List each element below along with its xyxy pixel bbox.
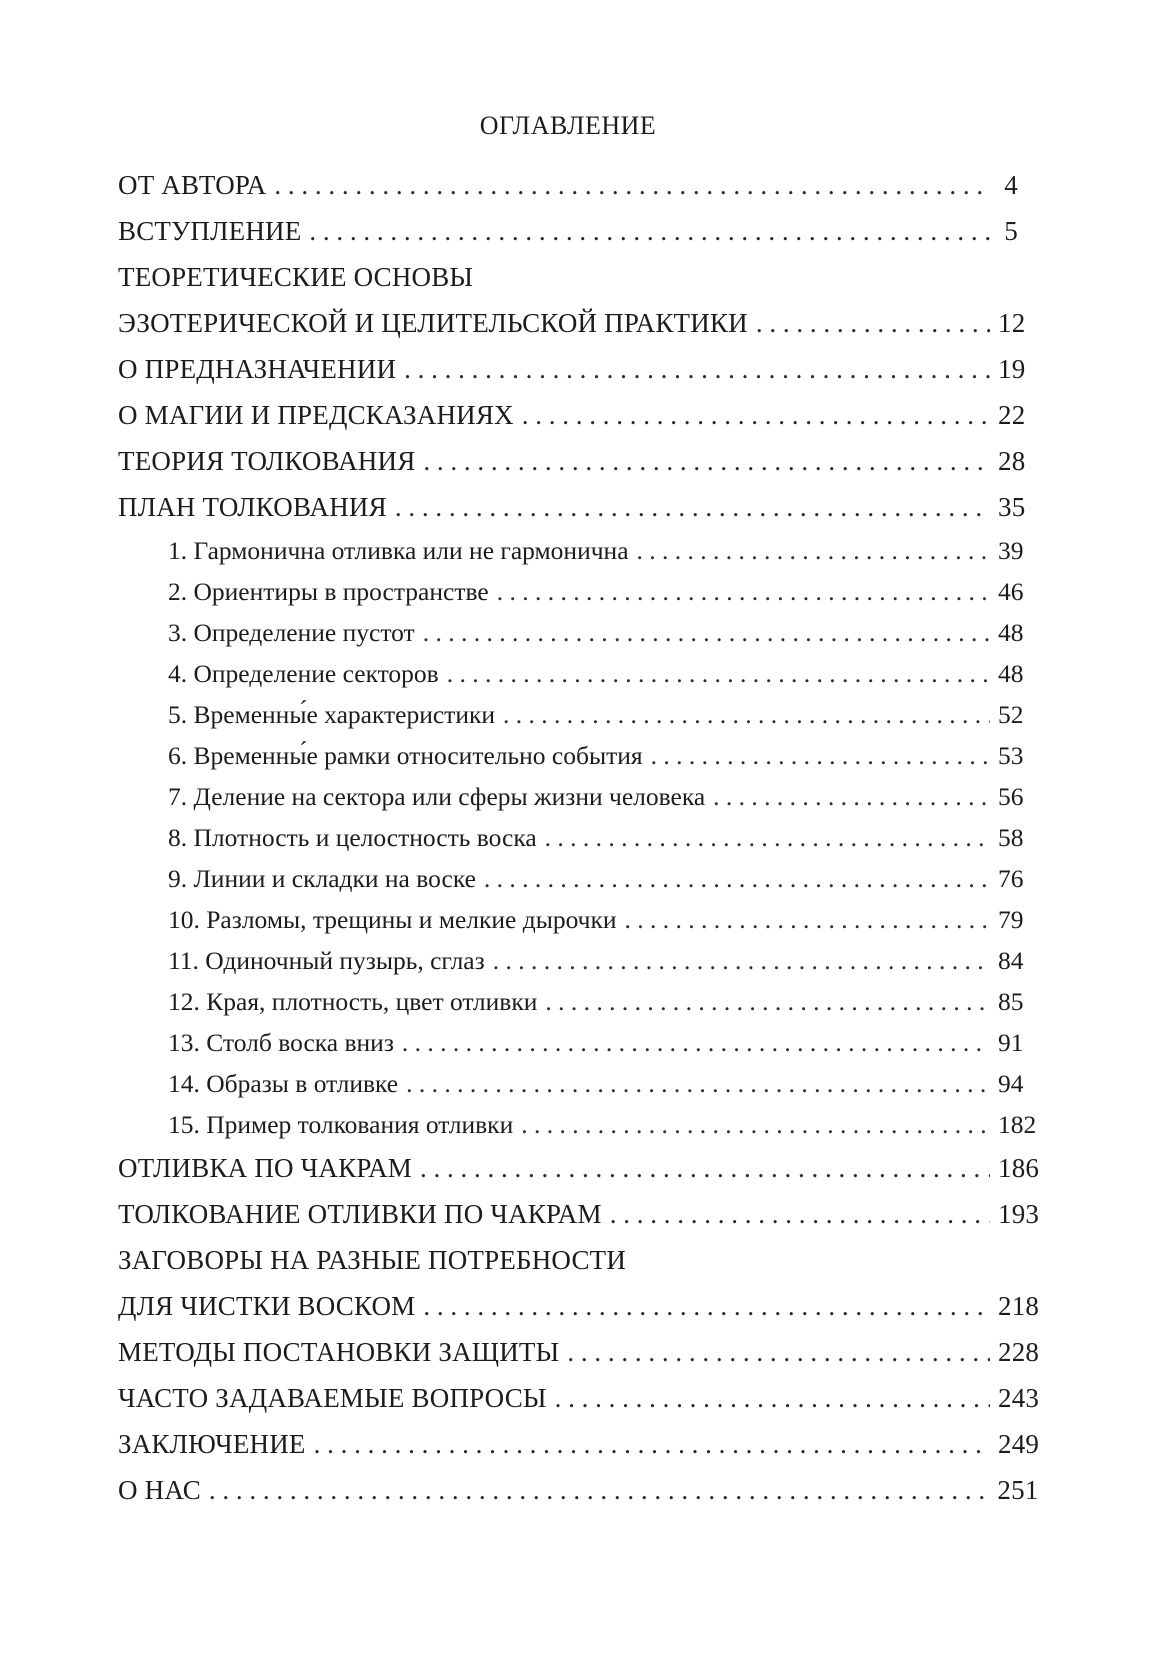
toc-entry-page: 52 — [998, 700, 1024, 729]
toc-entry-label: ЧАСТО ЗАДАВАЕМЫЕ ВОПРОСЫ — [118, 1383, 547, 1413]
toc-entry-label: ПЛАН ТОЛКОВАНИЯ — [118, 492, 387, 522]
toc-entry-label: ТОЛКОВАНИЕ ОТЛИВКИ ПО ЧАКРАМ — [118, 1199, 602, 1229]
toc-entry-page: 84 — [998, 946, 1024, 975]
toc-entry-page: 182 — [998, 1110, 1037, 1139]
toc-entry-page: 186 — [998, 1153, 1040, 1183]
toc-entry[interactable] — [118, 300, 1026, 346]
toc-entry[interactable] — [118, 1421, 1040, 1467]
dot-leader — [420, 1145, 990, 1191]
table-of-contents — [118, 106, 1040, 1513]
dot-leader — [545, 817, 990, 858]
toc-entry[interactable] — [118, 484, 1026, 530]
dot-leader — [314, 1421, 990, 1467]
dot-leader — [637, 530, 990, 571]
toc-entry-page: 56 — [998, 782, 1024, 811]
dot-leader — [555, 1375, 990, 1421]
toc-entry-label: О ПРЕДНАЗНАЧЕНИИ — [118, 354, 397, 384]
toc-subentry[interactable] — [118, 776, 1024, 817]
toc-entry-page: 193 — [998, 1199, 1040, 1229]
toc-entry-label: ЗАКЛЮЧЕНИЕ — [118, 1429, 306, 1459]
toc-entry-label: ЭЗОТЕРИЧЕСКОЙ И ЦЕЛИТЕЛЬСКОЙ ПРАКТИКИ — [118, 308, 748, 338]
dot-leader — [756, 300, 990, 346]
toc-entry-label: 7. Деление на сектора или сферы жизни человека — [168, 782, 706, 811]
dot-leader — [522, 392, 990, 438]
dot-leader — [610, 1191, 990, 1237]
toc-subentry[interactable] — [118, 735, 1024, 776]
toc-entry-page: 48 — [998, 659, 1024, 688]
dot-leader — [493, 940, 990, 981]
toc-entry-page: 46 — [998, 577, 1024, 606]
toc-entry-page: 249 — [998, 1429, 1040, 1459]
toc-subentry[interactable] — [118, 530, 1024, 571]
toc-entry[interactable] — [118, 254, 1018, 300]
toc-entry-page: 76 — [998, 864, 1024, 893]
toc-entry-page: 251 — [997, 1475, 1039, 1505]
toc-entry-label: 13. Столб воска вниз — [168, 1028, 394, 1057]
toc-entry-label: 15. Пример толкования отливки — [168, 1110, 514, 1139]
dot-leader — [395, 484, 990, 530]
toc-entry-label: МЕТОДЫ ПОСТАНОВКИ ЗАЩИТЫ — [118, 1337, 560, 1367]
toc-entry-label: 10. Разломы, трещины и мелкие дырочки — [168, 905, 617, 934]
dot-leader — [406, 1063, 990, 1104]
toc-entry-page: 218 — [998, 1291, 1040, 1321]
toc-subentry[interactable] — [118, 1063, 1024, 1104]
toc-entry-page: 48 — [998, 618, 1024, 647]
toc-subentry[interactable] — [118, 817, 1024, 858]
toc-entry-page: 5 — [1004, 216, 1018, 246]
toc-entry-label: 11. Одиночный пузырь, сглаз — [168, 946, 485, 975]
toc-list — [118, 162, 1040, 1513]
toc-entry-label: 1. Гармонична отливка или не гармонична — [168, 536, 629, 565]
toc-subentry[interactable] — [118, 612, 1024, 653]
toc-subentry[interactable] — [118, 571, 1024, 612]
dot-leader — [404, 346, 990, 392]
toc-entry-page: 58 — [998, 823, 1024, 852]
toc-entry-page: 12 — [998, 308, 1026, 338]
toc-entry-label: 14. Образы в отливке — [168, 1069, 399, 1098]
toc-entry-label: О НАС — [118, 1475, 201, 1505]
toc-entry[interactable] — [118, 346, 1026, 392]
toc-entry-page: 28 — [998, 446, 1026, 476]
toc-entry-label: ОТ АВТОРА — [118, 170, 267, 200]
toc-entry-page: 243 — [998, 1383, 1040, 1413]
dot-leader — [503, 694, 990, 735]
toc-entry-page: 53 — [998, 741, 1024, 770]
toc-entry-label: 4. Определение секторов — [168, 659, 439, 688]
toc-entry-label: ВСТУПЛЕНИЕ — [118, 216, 302, 246]
toc-entry-label: 6. Временны́е рамки относительно события — [168, 741, 643, 770]
dot-leader — [423, 1283, 990, 1329]
dot-leader — [402, 1022, 990, 1063]
toc-entry-label: 2. Ориентиры в пространстве — [168, 577, 489, 606]
dot-leader — [651, 735, 990, 776]
page-title: ОГЛАВЛЕНИЕ — [479, 111, 657, 140]
dot-leader — [545, 981, 990, 1022]
toc-entry-page: 39 — [998, 536, 1024, 565]
toc-subentry[interactable] — [118, 1104, 1037, 1145]
toc-entry[interactable] — [118, 162, 1018, 208]
toc-entry-label: 5. Временны́е характеристики — [168, 700, 496, 729]
toc-entry-page: 4 — [1004, 170, 1018, 200]
toc-subentry[interactable] — [118, 653, 1024, 694]
toc-entry-label: ОТЛИВКА ПО ЧАКРАМ — [118, 1153, 412, 1183]
toc-entry-label: 12. Края, плотность, цвет отливки — [168, 987, 538, 1016]
toc-entry-label: ЗАГОВОРЫ НА РАЗНЫЕ ПОТРЕБНОСТИ — [118, 1245, 627, 1275]
toc-entry-label: 8. Плотность и целостность воска — [168, 823, 537, 852]
dot-leader — [423, 612, 990, 653]
dot-leader — [423, 438, 990, 484]
toc-entry-page: 79 — [998, 905, 1024, 934]
toc-entry[interactable] — [118, 1467, 1039, 1513]
toc-entry[interactable] — [118, 392, 1026, 438]
dot-leader — [567, 1329, 990, 1375]
dot-leader — [497, 571, 990, 612]
toc-entry[interactable] — [118, 208, 1018, 254]
toc-entry[interactable] — [118, 1237, 1018, 1283]
toc-subentry[interactable] — [118, 899, 1024, 940]
toc-entry-label: ТЕОРЕТИЧЕСКИЕ ОСНОВЫ — [118, 262, 474, 292]
toc-entry[interactable] — [118, 1145, 1040, 1191]
dot-leader — [309, 208, 990, 254]
toc-entry-page: 91 — [998, 1028, 1024, 1057]
toc-entry-page: 22 — [998, 400, 1026, 430]
toc-entry[interactable] — [118, 1191, 1040, 1237]
toc-entry-page: 94 — [998, 1069, 1024, 1098]
toc-entry-label: 3. Определение пустот — [168, 618, 415, 647]
toc-entry-label: ТЕОРИЯ ТОЛКОВАНИЯ — [118, 446, 416, 476]
toc-entry[interactable] — [118, 1283, 1040, 1329]
dot-leader — [484, 858, 990, 899]
toc-entry[interactable] — [118, 1329, 1040, 1375]
toc-entry-label: ДЛЯ ЧИСТКИ ВОСКОМ — [118, 1291, 416, 1321]
toc-entry-page: 19 — [998, 354, 1026, 384]
dot-leader — [209, 1467, 990, 1513]
toc-entry-label: О МАГИИ И ПРЕДСКАЗАНИЯХ — [118, 400, 514, 430]
dot-leader — [713, 776, 990, 817]
toc-subentry[interactable] — [118, 940, 1024, 981]
toc-subentry[interactable] — [118, 858, 1024, 899]
toc-entry-page: 228 — [998, 1337, 1040, 1367]
toc-entry-page: 35 — [998, 492, 1026, 522]
dot-leader — [447, 653, 990, 694]
toc-entry[interactable] — [118, 1375, 1040, 1421]
toc-subentry[interactable] — [118, 981, 1024, 1022]
toc-entry-label: 9. Линии и складки на воске — [168, 864, 476, 893]
toc-subentry[interactable] — [118, 1022, 1024, 1063]
toc-entry-page: 85 — [998, 987, 1024, 1016]
toc-entry[interactable] — [118, 438, 1026, 484]
toc-subentry[interactable] — [118, 694, 1024, 735]
dot-leader — [625, 899, 990, 940]
dot-leader — [521, 1104, 990, 1145]
dot-leader — [274, 162, 990, 208]
